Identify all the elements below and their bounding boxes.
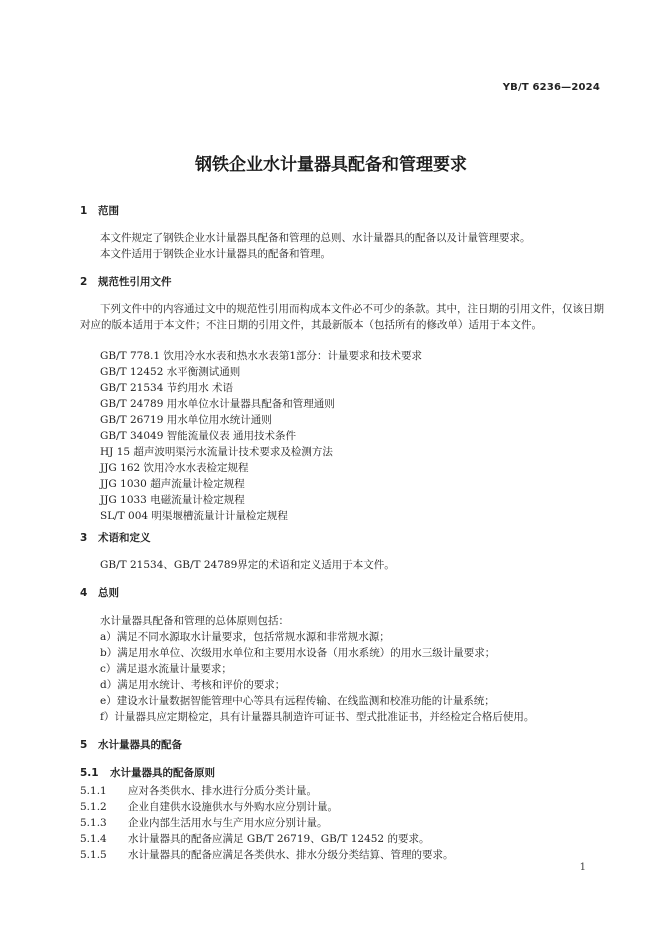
paragraph: 本文件适用于钢铁企业水计量器具的配备和管理。 — [100, 248, 331, 260]
section-number: 1 — [80, 205, 88, 217]
list-item: b）满足用水单位、次级用水单位和主要用水设备（用水系统）的用水三级计量要求； — [100, 647, 496, 659]
section-title: 总则 — [98, 587, 119, 599]
section-number: 2 — [80, 276, 88, 288]
list-item: e）建设水计量数据智能管理中心等具有远程传输、在线监测和校准功能的计量系统； — [100, 695, 495, 707]
clause-5-1-3 — [80, 815, 328, 831]
clause-number: 5.1.2 — [80, 801, 107, 813]
clause-text: 水计量器具的配备应满足各类供水、排水分级分类结算、管理的要求。 — [128, 849, 454, 861]
clause-text: 水计量器具的配备应满足 GB/T 26719、GB/T 12452 的要求。 — [128, 833, 430, 845]
subsection-5-1-heading — [80, 765, 215, 781]
section-number: 3 — [80, 532, 88, 544]
list-item: c）满足退水流量计量要求； — [100, 663, 232, 675]
page-number: 1 — [579, 862, 586, 873]
clause-text: 企业内部生活用水与生产用水应分别计量。 — [128, 817, 328, 829]
list-item: f）计量器具应定期检定，具有计量器具制造许可证书、型式批准证书，并经检定合格后使用。 — [100, 711, 535, 723]
section-3-heading — [80, 530, 151, 546]
paragraph: 水计量器具配备和管理的总体原则包括： — [100, 615, 289, 627]
clause-number: 5.1.3 — [80, 817, 107, 829]
paragraph: 本文件规定了钢铁企业水计量器具配备和管理的总则、水计量器具的配备以及计量管理要求。 — [100, 232, 531, 244]
clause-number: 5.1.5 — [80, 849, 107, 861]
section-5-heading — [80, 737, 182, 753]
reference-item: GB/T 778.1 饮用冷水水表和热水水表第1部分：计量要求和技术要求 — [100, 350, 423, 362]
clause-number: 5.1.1 — [80, 785, 107, 797]
section-title: 水计量器具的配备 — [98, 739, 182, 751]
standard-code: YB/T 6236—2024 — [502, 82, 600, 93]
list-item: d）满足用水统计、考核和评价的要求； — [100, 679, 286, 691]
section-number: 5 — [80, 739, 88, 751]
section-number: 4 — [80, 587, 88, 599]
reference-item: JJG 162 饮用冷水水表检定规程 — [100, 462, 249, 474]
subsection-title: 水计量器具的配备原则 — [110, 767, 215, 779]
reference-item: GB/T 21534 节约用水 术语 — [100, 382, 234, 394]
reference-item: JJG 1030 超声流量计检定规程 — [100, 478, 245, 490]
clause-5-1-4 — [80, 831, 429, 847]
list-item: a）满足不同水源取水计量要求，包括常规水源和非常规水源； — [100, 631, 390, 643]
clause-5-1-2 — [80, 799, 338, 815]
document-title: 钢铁企业水计量器具配备和管理要求 — [195, 155, 467, 175]
section-title: 术语和定义 — [98, 532, 151, 544]
clause-text: 应对各类供水、排水进行分质分类计量。 — [128, 785, 317, 797]
clause-5-1-5 — [80, 847, 454, 863]
section-2-heading — [80, 274, 172, 290]
subsection-number: 5.1 — [80, 767, 99, 779]
reference-item: GB/T 26719 用水单位用水统计通则 — [100, 414, 272, 426]
paragraph: 下列文件中的内容通过文中的规范性引用而构成本文件必不可少的条款。其中，注日期的引用文件，仅该日期对应的版本适用于本文件；不注日期的引用文件，其最新版本（包括所有的修改单）适用于本文件。 — [80, 303, 604, 331]
clause-5-1-1 — [80, 783, 317, 799]
reference-item: HJ 15 超声波明渠污水流量计技术要求及检测方法 — [100, 446, 333, 458]
paragraph: GB/T 21534、GB/T 24789界定的术语和定义适用于本文件。 — [100, 559, 395, 571]
reference-item: SL/T 004 明渠堰槽流量计计量检定规程 — [100, 510, 288, 522]
section-title: 范围 — [98, 205, 119, 217]
reference-item: GB/T 12452 水平衡测试通则 — [100, 366, 241, 378]
clause-text: 企业自建供水设施供水与外购水应分别计量。 — [128, 801, 338, 813]
reference-item: JJG 1033 电磁流量计检定规程 — [100, 494, 245, 506]
section-title: 规范性引用文件 — [98, 276, 172, 288]
reference-item: GB/T 34049 智能流量仪表 通用技术条件 — [100, 430, 297, 442]
reference-item: GB/T 24789 用水单位水计量器具配备和管理通则 — [100, 398, 335, 410]
clause-number: 5.1.4 — [80, 833, 107, 845]
section-4-heading — [80, 585, 119, 601]
section-1-heading — [80, 203, 119, 219]
